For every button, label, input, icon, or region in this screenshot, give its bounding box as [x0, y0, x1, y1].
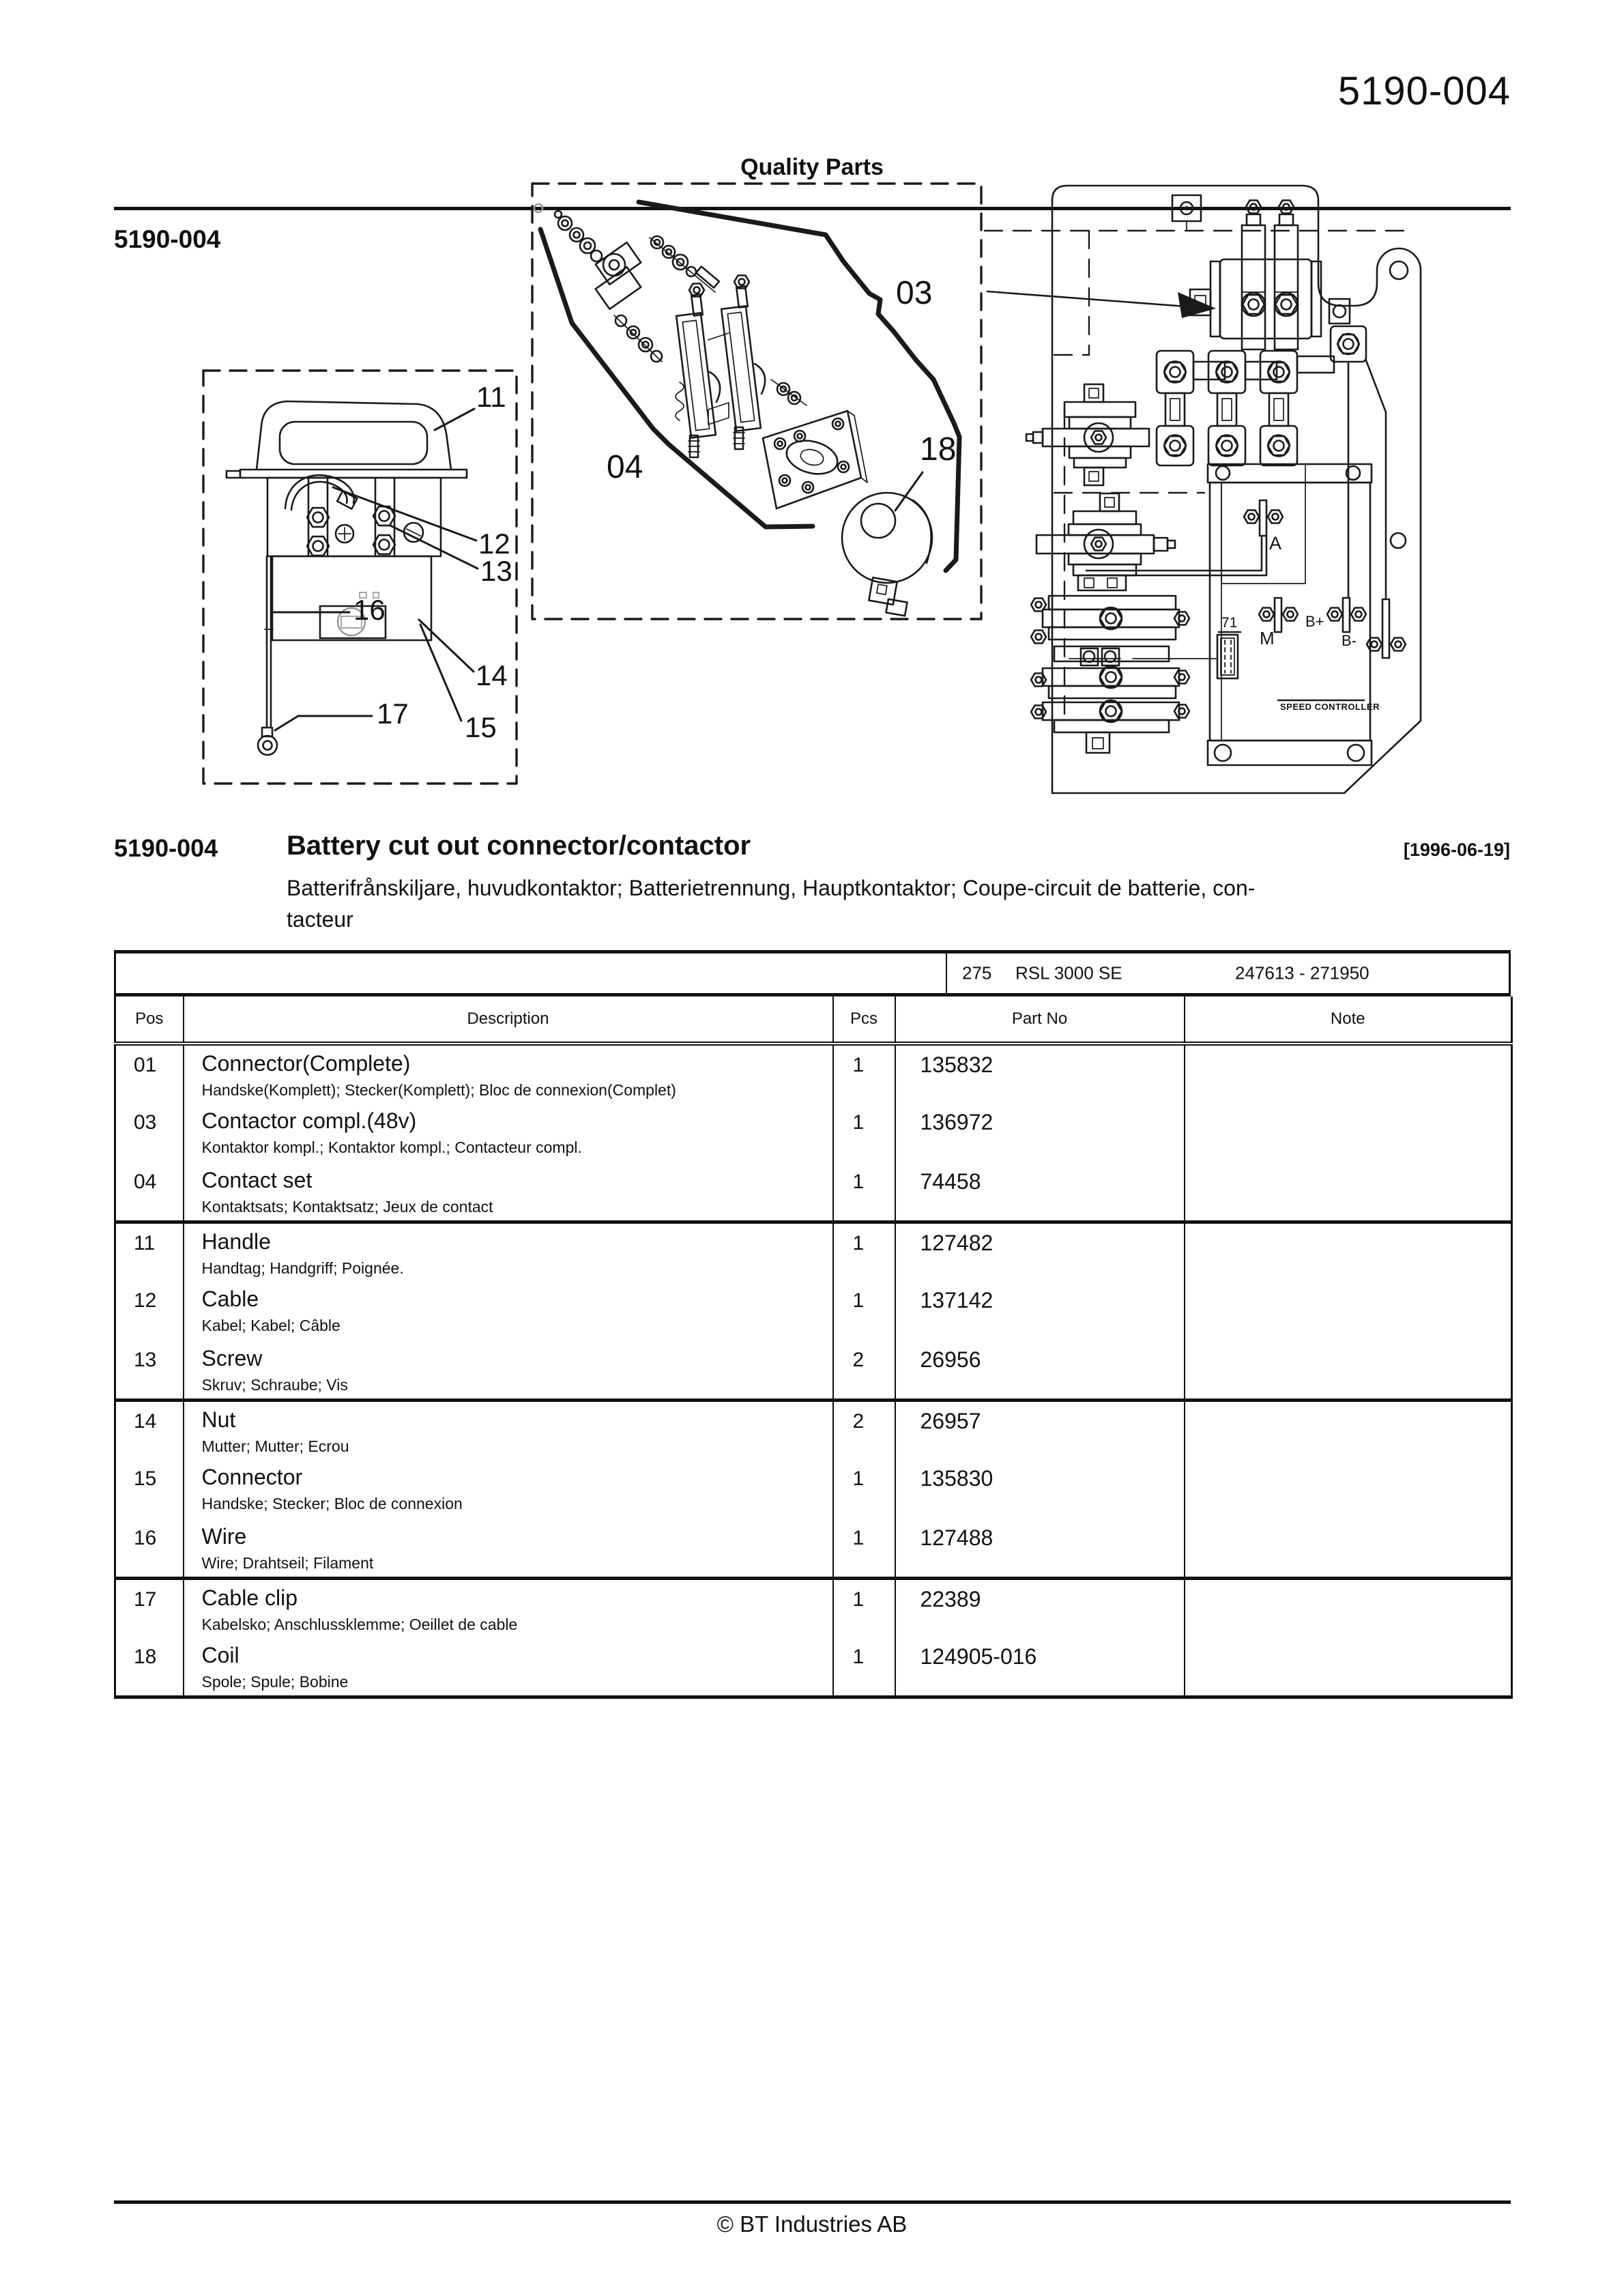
- col-header-pos: Pos: [115, 996, 184, 1044]
- cell-partno: 135830: [895, 1459, 1185, 1519]
- col-header-note: Note: [1185, 996, 1512, 1044]
- cell-description: [184, 1103, 833, 1162]
- table-row: [115, 1340, 1512, 1400]
- model-code: 275: [962, 962, 992, 984]
- cell-pcs: 1: [833, 1222, 895, 1281]
- description-main: Cable clip: [201, 1585, 298, 1610]
- serial-range: 247613 - 271950: [1235, 962, 1369, 984]
- description-translations: Kabel; Kabel; Câble: [201, 1317, 340, 1334]
- cell-pcs: 1: [833, 1103, 895, 1162]
- part-label-17: 17: [377, 698, 409, 730]
- part-label-03: 03: [896, 275, 933, 311]
- terminal-label-b-minus: B-: [1342, 632, 1357, 649]
- cell-pos: 12: [134, 1289, 157, 1312]
- cell-note: [1185, 1578, 1512, 1637]
- cell-description: [184, 1637, 833, 1697]
- cell-pcs: 1: [833, 1162, 895, 1222]
- description-main: Nut: [201, 1407, 236, 1432]
- cell-pos: 01: [134, 1054, 157, 1076]
- description-main: Connector(Complete): [201, 1051, 411, 1076]
- footer-rule: [114, 2200, 1511, 2204]
- part-label-12: 12: [478, 528, 510, 560]
- table-row: [115, 1103, 1512, 1162]
- cell-note: [1185, 1519, 1512, 1578]
- part-label-14: 14: [476, 659, 508, 691]
- cell-note: [1185, 1281, 1512, 1340]
- table-row: [115, 1162, 1512, 1222]
- cell-pos: 14: [134, 1409, 157, 1433]
- cell-partno: 137142: [895, 1281, 1185, 1340]
- description-translations: Kontaktsats; Kontaktsatz; Jeux de contact: [201, 1198, 493, 1216]
- cell-description: [184, 1459, 833, 1519]
- cell-pos: 04: [115, 1162, 184, 1222]
- model-band-divider: [946, 953, 947, 993]
- cell-note: [1185, 1400, 1512, 1459]
- cell-note: [1185, 1222, 1512, 1281]
- speed-controller-label: SPEED CONTROLLER: [1280, 702, 1380, 712]
- parts-table: [114, 996, 1513, 1699]
- cell-note: [1185, 1459, 1512, 1519]
- description-translations: Handske(Komplett); Stecker(Komplett); Bloc de connexion(Complet): [201, 1081, 676, 1099]
- parts-table-body: [115, 1044, 1512, 1697]
- part-label-18: 18: [920, 431, 957, 468]
- terminal-label-a: A: [1269, 533, 1282, 554]
- cell-note: [1185, 1103, 1512, 1162]
- terminal-label-m: M: [1260, 628, 1275, 648]
- description-main: Handle: [201, 1229, 271, 1254]
- exploded-view-diagram: [0, 0, 1624, 819]
- section-title: Battery cut out connector/contactor: [287, 831, 751, 861]
- table-row: [115, 1044, 1512, 1103]
- connector-label-71: 71: [1221, 615, 1238, 631]
- description-translations: Skruv; Schraube; Vis: [201, 1376, 348, 1394]
- cell-description: [184, 1162, 833, 1222]
- description-translations: Handtag; Handgriff; Poignée.: [201, 1259, 404, 1277]
- description-main: Contact set: [201, 1168, 313, 1192]
- page-header-title: Quality Parts: [740, 154, 884, 180]
- figure-code-heading: 5190-004: [114, 225, 221, 253]
- cell-description: [184, 1222, 833, 1281]
- table-row: [115, 1459, 1512, 1519]
- cell-partno: 135832: [895, 1044, 1185, 1103]
- description-main: Cable: [201, 1287, 259, 1311]
- diagram-linework: [0, 0, 1624, 819]
- table-row: [115, 1400, 1512, 1459]
- description-translations: Kontaktor kompl.; Kontaktor kompl.; Contacteur compl.: [201, 1138, 582, 1156]
- part-label-16: 16: [353, 594, 386, 626]
- cell-description: [184, 1578, 833, 1637]
- terminal-label-b-plus: B+: [1305, 613, 1324, 630]
- cell-partno: 26956: [895, 1340, 1185, 1400]
- table-row: [115, 1519, 1512, 1578]
- subtitle-line2: tacteur: [287, 907, 353, 932]
- part-label-13: 13: [480, 555, 512, 587]
- table-row: [115, 1222, 1512, 1281]
- cell-partno: 26957: [895, 1400, 1185, 1459]
- cell-pcs: 1: [833, 1637, 895, 1697]
- description-translations: Kabelsko; Anschlussklemme; Oeillet de cable: [201, 1615, 518, 1633]
- description-main: Connector: [201, 1465, 303, 1489]
- part-label-04: 04: [607, 449, 643, 485]
- cell-pcs: 2: [833, 1340, 895, 1400]
- description-translations: Wire; Drahtseil; Filament: [201, 1554, 374, 1572]
- cell-pcs: 1: [833, 1281, 895, 1340]
- description-main: Contactor compl.(48v): [201, 1108, 417, 1133]
- cell-note: [1185, 1162, 1512, 1222]
- cell-pos: 17: [134, 1588, 157, 1611]
- cell-partno: 127488: [895, 1519, 1185, 1578]
- cell-pcs: 2: [833, 1400, 895, 1459]
- table-row: [115, 1578, 1512, 1637]
- cell-pos: 16: [115, 1519, 184, 1578]
- cell-pos: 13: [115, 1340, 184, 1400]
- table-row: [115, 1281, 1512, 1340]
- model-band: [114, 950, 1511, 996]
- section-code: 5190-004: [114, 834, 218, 862]
- section-subtitle: [287, 872, 1515, 935]
- cell-description: [184, 1519, 833, 1578]
- cell-pcs: 1: [833, 1578, 895, 1637]
- cell-pos: 18: [134, 1646, 157, 1668]
- cell-note: [1185, 1637, 1512, 1697]
- part-label-15: 15: [465, 711, 497, 743]
- col-header-description: Description: [184, 996, 833, 1044]
- cell-partno: 74458: [895, 1162, 1185, 1222]
- subtitle-line1: Batterifrånskiljare, huvudkontaktor; Batterietrennung, Hauptkontaktor; Coupe-circuit de batterie, con-: [287, 876, 1256, 900]
- part-label-11: 11: [476, 381, 506, 413]
- cell-pcs: 1: [833, 1459, 895, 1519]
- parts-table-header-row: [115, 996, 1512, 1044]
- page-header-code: 5190-004: [1337, 69, 1511, 113]
- cell-description: [184, 1044, 833, 1103]
- cell-pos: 11: [134, 1231, 156, 1254]
- description-translations: Spole; Spule; Bobine: [201, 1673, 349, 1691]
- cell-pcs: 1: [833, 1519, 895, 1578]
- cell-pos: 15: [134, 1467, 157, 1490]
- cell-partno: 124905-016: [895, 1637, 1185, 1697]
- description-translations: Mutter; Mutter; Ecrou: [201, 1437, 349, 1455]
- description-main: Wire: [201, 1524, 247, 1549]
- table-row: [115, 1637, 1512, 1697]
- cell-description: [184, 1281, 833, 1340]
- col-header-pcs: Pcs: [833, 996, 895, 1044]
- cell-pos: 03: [134, 1111, 157, 1134]
- cell-partno: 22389: [895, 1578, 1185, 1637]
- description-translations: Handske; Stecker; Bloc de connexion: [201, 1495, 463, 1512]
- cell-description: [184, 1400, 833, 1459]
- footer-copyright: © BT Industries AB: [716, 2211, 908, 2237]
- cell-description: [184, 1340, 833, 1400]
- cell-pcs: 1: [833, 1044, 895, 1103]
- model-name: RSL 3000 SE: [1015, 962, 1122, 984]
- cell-partno: 127482: [895, 1222, 1185, 1281]
- cell-partno: 136972: [895, 1103, 1185, 1162]
- col-header-partno: Part No: [895, 996, 1185, 1044]
- section-date: [1996-06-19]: [1403, 840, 1510, 860]
- description-main: Screw: [201, 1346, 263, 1371]
- description-main: Coil: [201, 1643, 240, 1667]
- cell-note: [1185, 1044, 1512, 1103]
- cell-note: [1185, 1340, 1512, 1400]
